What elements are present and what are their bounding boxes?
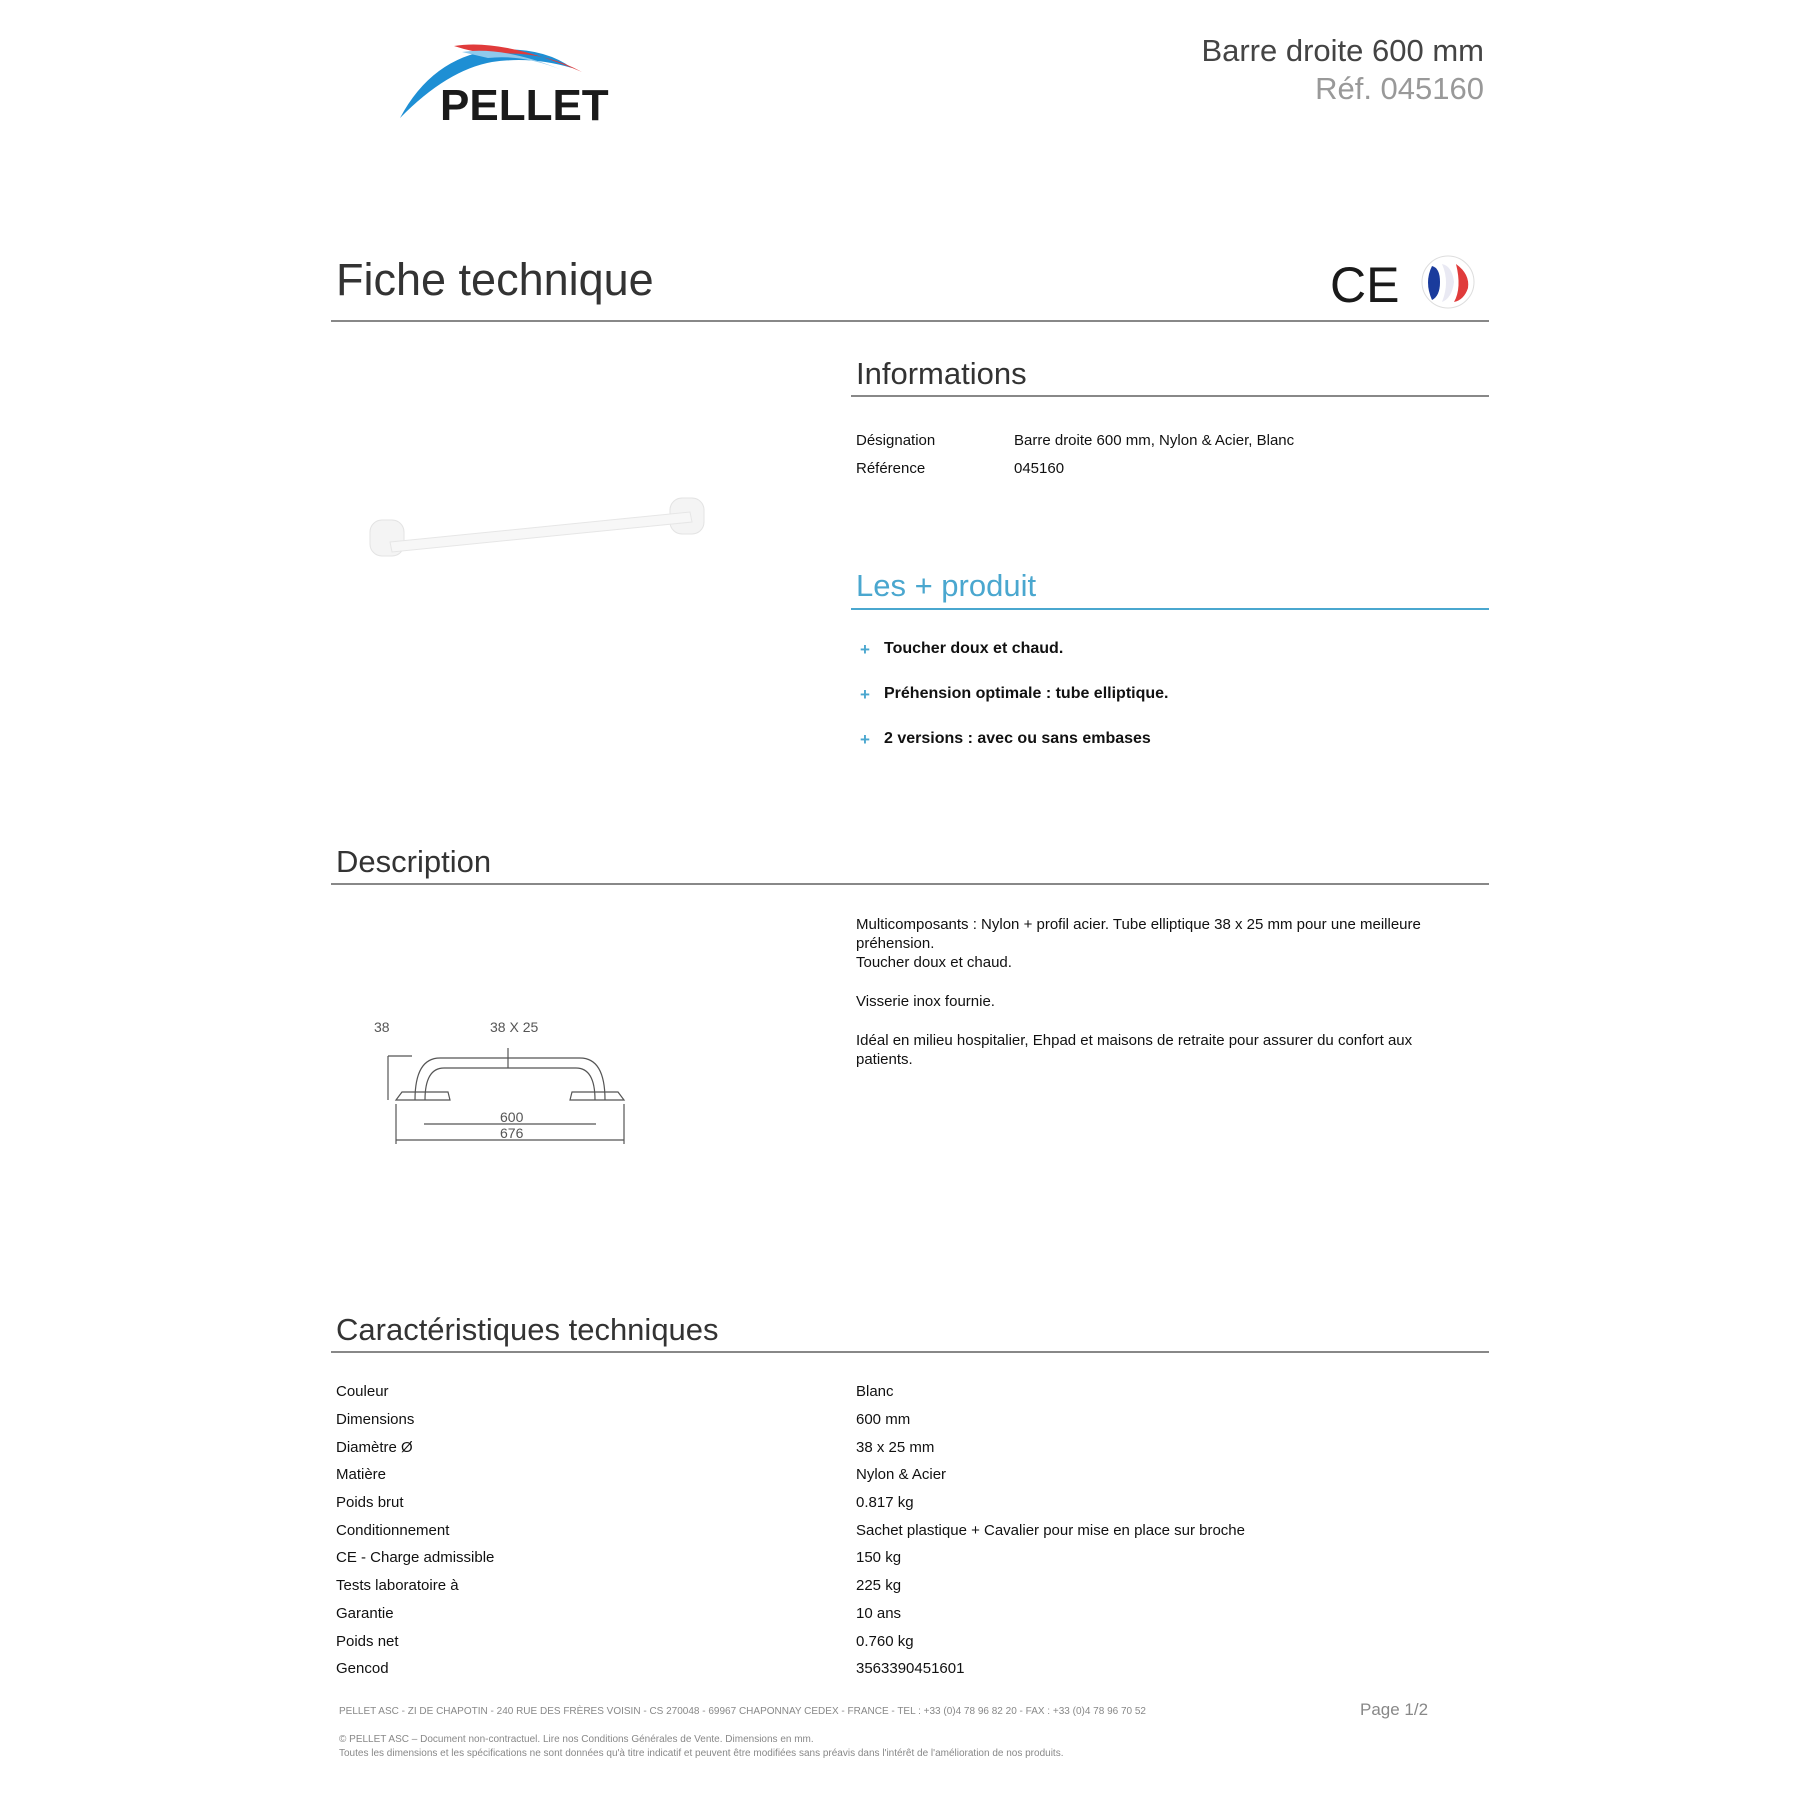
tech-label: Poids brut [336,1494,404,1512]
info-label: Désignation [856,431,936,449]
description-paragraph: Visserie inox fournie. [856,993,995,1010]
tech-value: 150 kg [856,1549,902,1567]
info-value: Barre droite 600 mm, Nylon & Acier, Blanc [1014,431,1295,449]
ce-mark: CE [1330,257,1400,313]
table-row [336,1655,1245,1683]
tech-value: 0.760 kg [856,1632,914,1650]
pellet-logo [392,38,652,128]
plus-icon: + [860,640,870,659]
tech-label: Diamètre Ø [336,1438,413,1456]
divider [331,883,1489,885]
divider [851,395,1489,397]
description-paragraph: Multicomposants : Nylon + profil acier. Tube elliptique 38 x 25 mm pour une meilleure préhension. [856,916,1421,952]
list-item-text: Toucher doux et chaud. [884,640,1064,657]
informations-title: Informations [856,356,1027,391]
tech-title: Caractéristiques techniques [336,1312,719,1347]
info-label: Référence [856,459,926,477]
divider [331,320,1489,322]
list-item-text: Préhension optimale : tube elliptique. [884,685,1169,702]
tech-value: Blanc [856,1383,894,1401]
description-paragraph: Idéal en milieu hospitalier, Ehpad et maisons de retraite pour assurer du confort aux patients. [856,1032,1413,1068]
logo-text: PELLET [440,81,609,128]
plus-icon: + [860,685,870,704]
plus-icon: + [860,730,870,749]
table-row [336,1627,1245,1655]
tech-value: Nylon & Acier [856,1466,947,1484]
tech-value: 38 x 25 mm [856,1438,935,1456]
table-row [336,1489,1245,1517]
tech-label: Dimensions [336,1411,415,1429]
tech-label: Matière [336,1466,387,1484]
tech-label: Tests laboratoire à [336,1577,459,1595]
tech-label: Poids net [336,1632,399,1650]
table-row [856,426,1294,454]
table-row [336,1406,1245,1434]
technical-drawing [360,1000,660,1160]
tech-value: Sachet plastique + Cavalier pour mise en place sur broche [856,1521,1245,1539]
divider [331,1351,1489,1353]
dim-outer-label: 676 [500,1125,524,1141]
certification-badges [1328,254,1488,314]
table-row [336,1544,1245,1572]
tech-label: CE - Charge admissible [336,1549,495,1567]
dim-inner-label: 600 [500,1109,524,1125]
info-value: 045160 [1014,459,1065,477]
product-image [360,480,720,580]
plus-produit-list [860,640,1168,775]
list-item [860,685,1168,730]
description-paragraph: Toucher doux et chaud. [856,954,1012,971]
page-title: Fiche technique [336,254,654,305]
fabrication-francaise-icon [1422,256,1474,308]
tech-value: 3563390451601 [856,1660,965,1678]
dim-height-label: 38 [374,1019,390,1035]
tech-value: 225 kg [856,1577,902,1595]
tech-value: 0.817 kg [856,1494,914,1512]
list-item [860,640,1168,685]
table-row [336,1600,1245,1628]
table-row [336,1378,1245,1406]
tech-label: Couleur [336,1383,389,1401]
list-item [860,730,1168,775]
table-row [336,1516,1245,1544]
tech-value: 10 ans [856,1604,902,1622]
description-text [856,915,1456,1089]
footer-note-line: Toutes les dimensions et les spécifications ne sont données qu'à titre indicatif et peuvent être modifiées sans préavis dans l'intérêt de l'amélioration de nos produits. [339,1748,1064,1759]
table-row [856,454,1294,482]
tech-label: Garantie [336,1604,394,1622]
tech-value: 600 mm [856,1411,911,1429]
tech-label: Gencod [336,1660,389,1678]
header-title: Barre droite 600 mm [1201,33,1484,68]
table-row [336,1461,1245,1489]
plus-produit-title: Les + produit [856,568,1037,603]
header-ref: Réf. 045160 [1315,71,1484,106]
informations-table [856,426,1294,482]
tech-label: Conditionnement [336,1521,450,1539]
dim-section-label: 38 X 25 [490,1019,539,1035]
list-item-text: 2 versions : avec ou sans embases [884,730,1151,747]
page-number: Page 1/2 [1360,1700,1429,1719]
description-title: Description [336,844,492,879]
tech-table [336,1378,1245,1683]
footer-note-line: © PELLET ASC – Document non-contractuel. Lire nos Conditions Générales de Vente. Dimensions en mm. [339,1734,814,1745]
footer-note [339,1733,1063,1761]
footer-address: PELLET ASC - ZI DE CHAPOTIN - 240 RUE DES FRÈRES VOISIN - CS 270048 - 69967 CHAPONNAY CEDEX - FRANCE - TEL : +33 (0)4 78 96 82 20 - FAX : +33 (0)4 78 96 70 52 [339,1706,1146,1717]
divider [851,608,1489,610]
table-row [336,1572,1245,1600]
table-row [336,1433,1245,1461]
